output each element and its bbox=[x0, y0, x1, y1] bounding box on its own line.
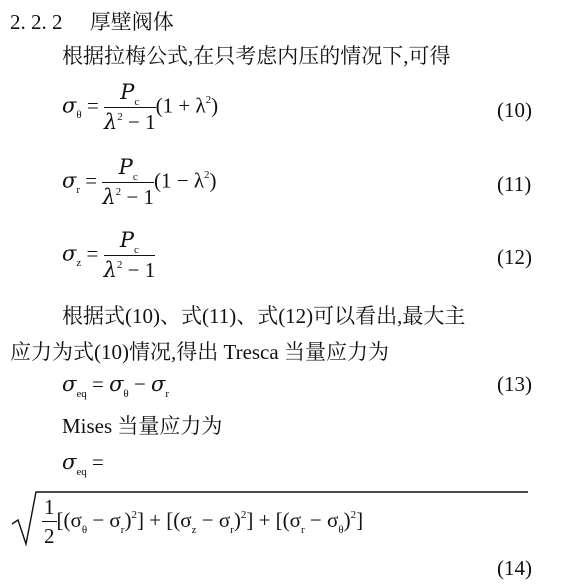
eq12-fraction bbox=[104, 228, 156, 283]
eq14-t1-close: ] bbox=[136, 507, 144, 532]
eq14-plus-1: + bbox=[143, 507, 167, 532]
eq11-lhs: σ bbox=[62, 168, 77, 193]
eq14-lhs: σ bbox=[62, 450, 77, 474]
eq14-t3-mid: − σ bbox=[304, 507, 339, 532]
eq14-t3-end: ) bbox=[343, 507, 351, 532]
eq14-t2-end: ) bbox=[233, 507, 241, 532]
eq13-lhs-sub: eq bbox=[76, 388, 87, 400]
eq14-t1-end: ) bbox=[124, 507, 132, 532]
eq14-term-3 bbox=[275, 507, 364, 536]
eq10-den: λ bbox=[103, 110, 118, 134]
eq14-term-2 bbox=[166, 507, 254, 536]
eq10-den-sup: 2 bbox=[117, 111, 123, 123]
section-title: 厚壁阀体 bbox=[89, 10, 174, 34]
eq10-num: P bbox=[120, 80, 135, 104]
eq12-lhs-sub: z bbox=[76, 257, 82, 270]
equation-number-12: (12) bbox=[497, 245, 532, 269]
eq10-num-sub: c bbox=[134, 96, 140, 108]
equation-number-11: (11) bbox=[497, 172, 532, 196]
eq14-t2-close: ] bbox=[246, 507, 254, 532]
eq14-t1-sub2: r bbox=[120, 523, 125, 536]
eq14-t2-mid: − σ bbox=[196, 507, 231, 532]
eq13-term-1-sub: θ bbox=[123, 388, 129, 400]
eq12-den-rest: − 1 bbox=[122, 258, 156, 282]
eq10-fraction bbox=[104, 80, 156, 135]
eq10-tail-end: ) bbox=[211, 93, 219, 118]
eq14-t3-sub2: θ bbox=[338, 523, 344, 536]
eq10-tail-sup: 2 bbox=[205, 94, 212, 107]
eq14-plus-2: + bbox=[253, 507, 276, 532]
eq13-term-2-sub: r bbox=[165, 388, 170, 400]
eq12-num-sub: c bbox=[134, 244, 139, 256]
eq13-term-2: σ bbox=[151, 372, 166, 396]
eq14-t2-sq: 2 bbox=[240, 508, 247, 521]
paragraph-2-line-2: 应力为式(10)情况,得出 Tresca 当量应力为 bbox=[10, 340, 389, 364]
eq11-den: λ bbox=[102, 185, 116, 209]
paragraph-3: Mises 当量应力为 bbox=[62, 414, 223, 438]
eq10-tail: (1 + λ bbox=[155, 93, 206, 118]
paragraph-2-line-1: 根据式(10)、式(11)、式(12)可以看出,最大主 bbox=[62, 304, 466, 328]
eq14-t1-sub1: θ bbox=[81, 523, 88, 536]
equation-number-13: (13) bbox=[497, 372, 532, 396]
eq14-half bbox=[42, 495, 57, 549]
eq12-den-sup: 2 bbox=[116, 259, 123, 271]
eq14-lhs-sub: eq bbox=[76, 466, 87, 478]
eq14-t2-sub1: z bbox=[191, 523, 197, 536]
eq11-num: P bbox=[118, 155, 133, 179]
equation-12: $\sigma_z$ = $\frac{P_c}{\lambda^2 - 1}$ bbox=[62, 228, 156, 282]
eq11-tail: (1 − λ bbox=[154, 168, 205, 193]
eq14-half-den: 2 bbox=[44, 524, 55, 548]
eq14-t2-open: [(σ bbox=[166, 507, 192, 532]
eq14-t3-open: [(σ bbox=[275, 507, 301, 532]
eq14-t3-sub1: r bbox=[300, 523, 305, 536]
eq14-half-num: 1 bbox=[42, 495, 57, 522]
eq14-t2-sub2: r bbox=[230, 523, 234, 536]
section-number: 2. 2. 2 bbox=[10, 10, 63, 34]
intro-paragraph: 根据拉梅公式,在只考虑内压的情况下,可得 bbox=[62, 44, 451, 68]
equation-number-10: (10) bbox=[497, 98, 532, 122]
eq13-lhs: σ bbox=[62, 372, 77, 396]
eq10-den-rest: − 1 bbox=[122, 110, 156, 134]
eq12-den: λ bbox=[103, 258, 117, 282]
eq10-lhs: σ bbox=[62, 93, 77, 118]
eq13-term-1: σ bbox=[109, 372, 124, 396]
equation-number-14: (14) bbox=[497, 556, 532, 580]
eq14-t1-open: [(σ bbox=[56, 507, 82, 532]
eq14-t1-mid: − σ bbox=[87, 507, 121, 532]
eq11-fraction bbox=[102, 155, 154, 210]
eq11-num-sub: c bbox=[132, 171, 138, 183]
eq11-den-rest: − 1 bbox=[121, 185, 155, 209]
equation-14-lhs: $\sigma_{eq}$ = bbox=[62, 450, 104, 478]
eq14-t1-sq: 2 bbox=[131, 508, 137, 521]
eq14-t3-sq: 2 bbox=[350, 508, 357, 521]
equation-14-radicand bbox=[42, 495, 363, 549]
eq11-tail-sup: 2 bbox=[204, 169, 210, 182]
eq11-den-sup: 2 bbox=[115, 186, 122, 198]
section-heading bbox=[10, 6, 174, 36]
eq10-lhs-sub: θ bbox=[76, 109, 82, 122]
equation-10: $\sigma_\theta$ = $\frac{P_c}{\lambda^2 - 1}$ $(1 + \lambda^2)$ bbox=[62, 80, 219, 134]
equation-13: $\sigma_{eq} = \sigma_\theta - \sigma_r$ bbox=[62, 372, 170, 400]
eq11-lhs-sub: r bbox=[76, 184, 81, 197]
eq12-num: P bbox=[119, 228, 135, 252]
equation-11: $\sigma_r$ = $\frac{P_c}{\lambda^2 - 1}$ $(1 - \lambda^2)$ bbox=[62, 155, 217, 209]
eq14-term-1 bbox=[56, 507, 144, 536]
eq14-t3-close: ] bbox=[356, 507, 364, 532]
eq11-tail-end: ) bbox=[209, 168, 217, 193]
eq12-lhs: σ bbox=[62, 241, 77, 266]
